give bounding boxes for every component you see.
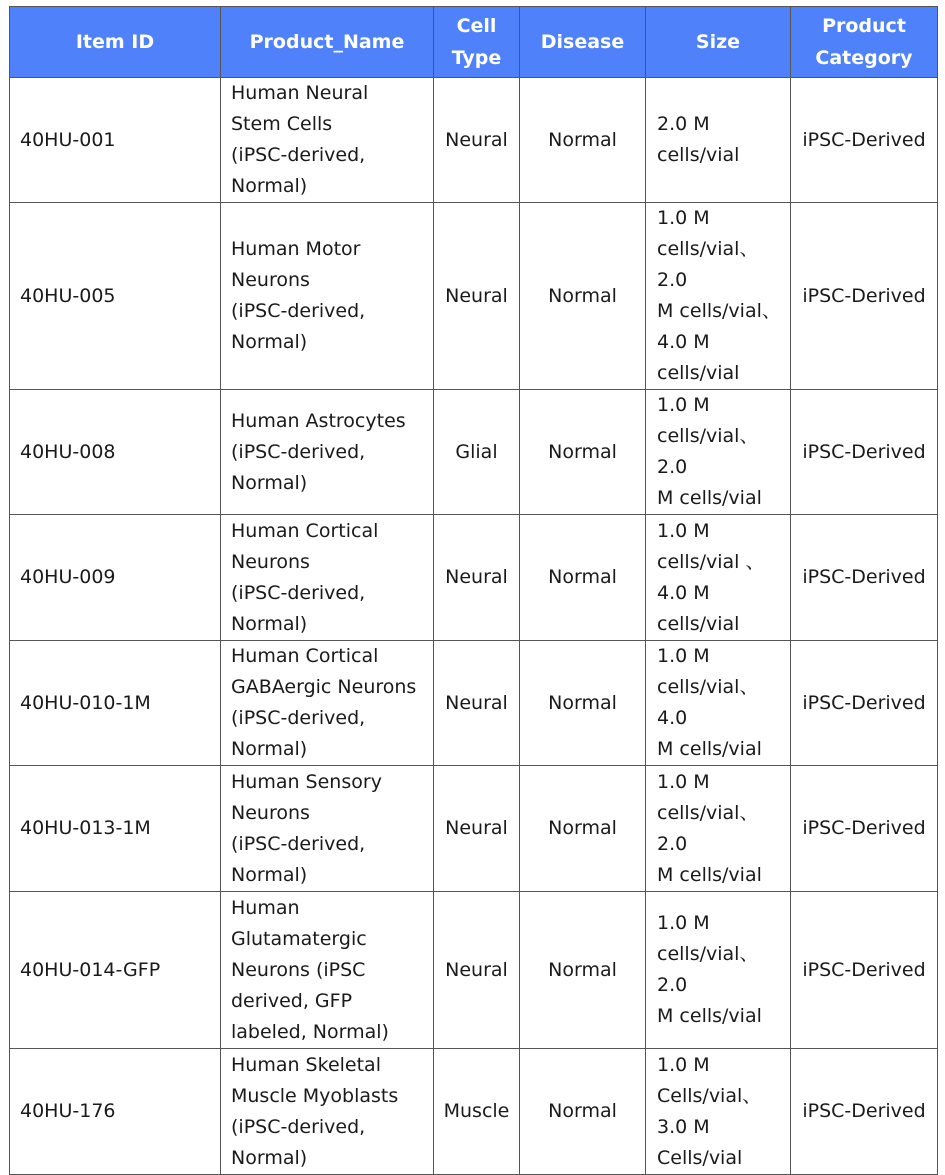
header-cell-type: Cell Type <box>434 7 520 78</box>
cell-item-id: 40HU-014-GFP <box>10 892 221 1049</box>
cell-size: 1.0 M cells/vial、4.0 M cells/vial <box>646 641 791 766</box>
table-row <box>10 1049 938 1175</box>
cell-item-id: 40HU-176 <box>10 1049 221 1175</box>
header-row <box>10 7 938 78</box>
cell-product-category: iPSC-Derived <box>791 390 938 515</box>
cell-product-category: iPSC-Derived <box>791 892 938 1049</box>
cell-size: 1.0 M cells/vial 、 4.0 M cells/vial <box>646 515 791 641</box>
cell-product-name: Human Neural Stem Cells (iPSC-derived, Normal) <box>221 78 434 203</box>
cell-cell-type: Muscle <box>434 1049 520 1175</box>
cell-product-name: Human Astrocytes (iPSC-derived, Normal) <box>221 390 434 515</box>
product-table <box>9 6 938 1175</box>
cell-disease: Normal <box>520 390 646 515</box>
cell-product-category: iPSC-Derived <box>791 203 938 390</box>
cell-product-name: Human Glutamatergic Neurons (iPSC derived, GFP labeled, Normal) <box>221 892 434 1049</box>
cell-size: 1.0 M cells/vial、2.0 M cells/vial <box>646 766 791 892</box>
header-disease: Disease <box>520 7 646 78</box>
table-row <box>10 641 938 766</box>
cell-cell-type: Neural <box>434 515 520 641</box>
cell-product-name: Human Sensory Neurons (iPSC-derived, Normal) <box>221 766 434 892</box>
header-product-name: Product_Name <box>221 7 434 78</box>
table-row <box>10 892 938 1049</box>
table-row <box>10 390 938 515</box>
header-item-id: Item ID <box>10 7 221 78</box>
cell-item-id: 40HU-008 <box>10 390 221 515</box>
cell-product-category: iPSC-Derived <box>791 515 938 641</box>
cell-cell-type: Neural <box>434 203 520 390</box>
cell-item-id: 40HU-013-1M <box>10 766 221 892</box>
cell-cell-type: Neural <box>434 641 520 766</box>
cell-disease: Normal <box>520 203 646 390</box>
table-row <box>10 766 938 892</box>
cell-disease: Normal <box>520 515 646 641</box>
cell-product-name: Human Cortical Neurons (iPSC-derived, Normal) <box>221 515 434 641</box>
cell-item-id: 40HU-005 <box>10 203 221 390</box>
cell-item-id: 40HU-010-1M <box>10 641 221 766</box>
cell-disease: Normal <box>520 766 646 892</box>
cell-product-name: Human Motor Neurons (iPSC-derived, Normal) <box>221 203 434 390</box>
table-row <box>10 78 938 203</box>
cell-size: 1.0 M cells/vial、2.0 M cells/vial <box>646 892 791 1049</box>
cell-product-name: Human Skeletal Muscle Myoblasts (iPSC-derived, Normal) <box>221 1049 434 1175</box>
cell-size: 2.0 M cells/vial <box>646 78 791 203</box>
cell-item-id: 40HU-009 <box>10 515 221 641</box>
cell-product-category: iPSC-Derived <box>791 766 938 892</box>
cell-disease: Normal <box>520 1049 646 1175</box>
cell-size: 1.0 M cells/vial、2.0 M cells/vial、 4.0 M cells/vial <box>646 203 791 390</box>
cell-product-name: Human Cortical GABAergic Neurons (iPSC-derived, Normal) <box>221 641 434 766</box>
table-row <box>10 515 938 641</box>
cell-cell-type: Glial <box>434 390 520 515</box>
header-product-category: Product Category <box>791 7 938 78</box>
cell-disease: Normal <box>520 892 646 1049</box>
cell-product-category: iPSC-Derived <box>791 78 938 203</box>
table-row <box>10 203 938 390</box>
cell-disease: Normal <box>520 641 646 766</box>
cell-disease: Normal <box>520 78 646 203</box>
cell-item-id: 40HU-001 <box>10 78 221 203</box>
cell-product-category: iPSC-Derived <box>791 1049 938 1175</box>
cell-size: 1.0 M Cells/vial、 3.0 M Cells/vial <box>646 1049 791 1175</box>
cell-cell-type: Neural <box>434 766 520 892</box>
cell-cell-type: Neural <box>434 78 520 203</box>
cell-size: 1.0 M cells/vial、2.0 M cells/vial <box>646 390 791 515</box>
header-size: Size <box>646 7 791 78</box>
cell-cell-type: Neural <box>434 892 520 1049</box>
cell-product-category: iPSC-Derived <box>791 641 938 766</box>
